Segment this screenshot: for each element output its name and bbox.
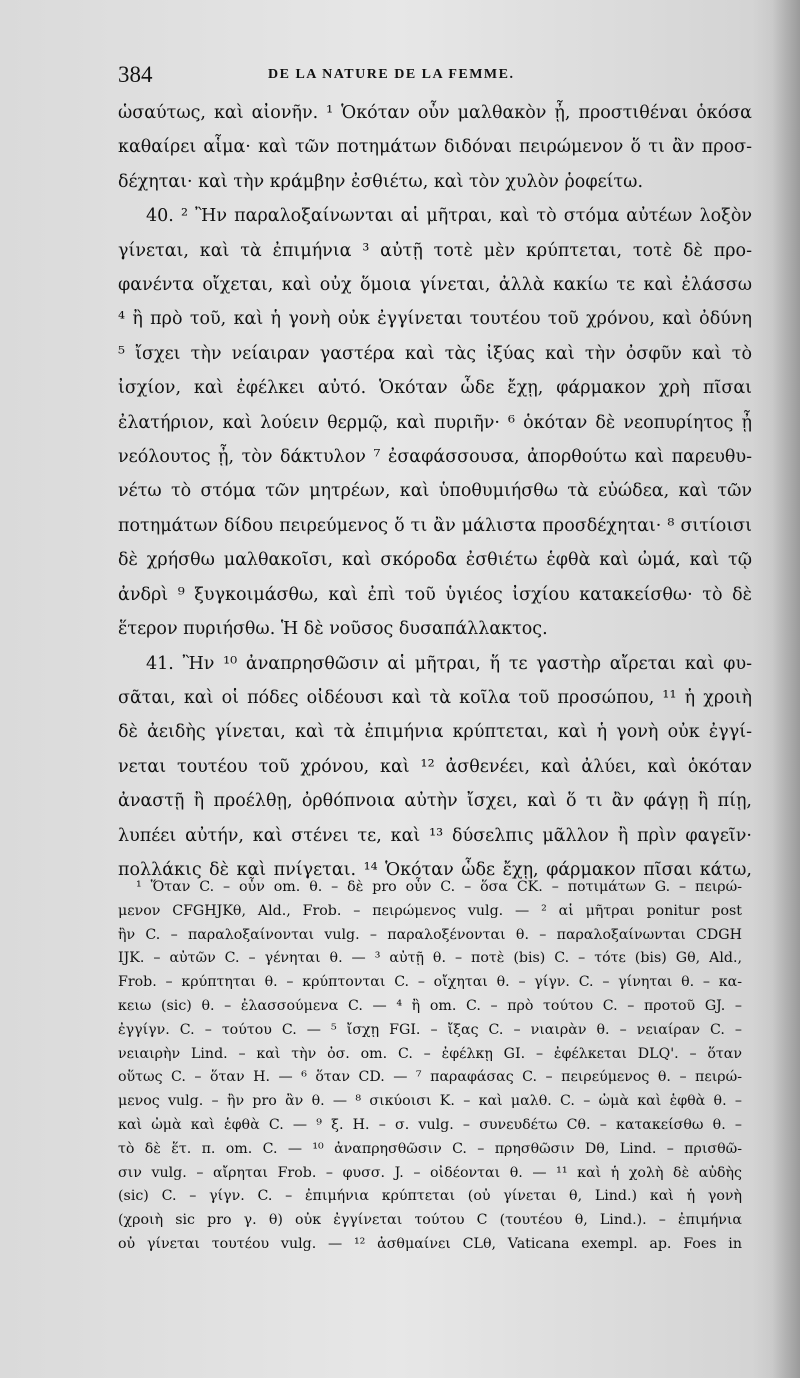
footnote-line: ¹ Ὅταν C. – οὖν om. θ. – δὲ pro οὖν C. – ὅσα CK. – ποτιμάτων G. – πειρώ- <box>136 879 742 895</box>
text-line: φανέντα οἴχεται, καὶ οὐχ ὅμοια γίνεται, ἀλλὰ κακίω τε καὶ ἐλάσσω <box>118 275 752 296</box>
text-line: ἐλατήριον, καὶ λούειν θερμῷ, καὶ πυριῆν· ⁶ ὁκόταν δὲ νεοπυρίητος ᾖ <box>118 412 752 433</box>
section-40-start: 40. ² Ἢν παραλοξαίνωνται αἱ μῆτραι, καὶ τὸ στόμα αὐτέων λοξὸν <box>146 206 752 227</box>
footnote-line: τὸ δὲ ἕτ. π. om. C. — ¹⁰ ἀναπρησθῶσιν C. – πρησθῶσιν Dθ, Lind. – πρισθῶ- <box>118 1140 742 1157</box>
footnote-line: ἐγγίγν. C. – τούτου C. — ⁵ ἴσχῃ FGI. – ἴξας C. – νιαιρὰν θ. – νειαίραν C. – <box>118 1021 742 1038</box>
text-line: δέχηται· καὶ τὴν κράμβην ἐσθιέτω, καὶ τὸν χυλὸν ῥοφείτω. <box>118 171 644 192</box>
footnote-line: ἢν C. – παραλοξαίνονται vulg. – παραλοξένονται θ. – παραλοξαίνωνται CDGH <box>118 926 742 943</box>
text-line: καθαίρει αἷμα· καὶ τῶν ποτημάτων διδόναι πειρώμενον ὅ τι ἂν προσ- <box>118 137 752 158</box>
footnote-line: οὐ γίνεται τουτέου vulg. — ¹² ἀσθμαίνει CLθ, Vaticana exempl. ap. Foes in <box>118 1235 742 1252</box>
text-line: ἕτερον πυριήσθω. Ἡ δὲ νοῦσος δυσαπάλλακτος. <box>118 619 548 640</box>
text-line: σᾶται, καὶ οἱ πόδες οἰδέουσι καὶ τὰ κοῖλα τοῦ προσώπου, ¹¹ ἡ χροιὴ <box>118 687 752 708</box>
footnote-line: σιν vulg. – αἴρηται Frob. – φυσσ. J. – οἰδέονται θ. — ¹¹ καὶ ἡ χολὴ δὲ αὐδὴς <box>118 1164 742 1181</box>
text-line: νέτω τὸ στόμα τῶν μητρέων, καὶ ὑποθυμιήσθω τὰ εὐώδεα, καὶ τῶν <box>118 481 752 502</box>
text-line: ⁵ ἴσχει τὴν νείαιραν γαστέρα καὶ τὰς ἰξύας καὶ τὴν ὀσφῦν καὶ τὸ <box>118 343 752 364</box>
footnotes <box>118 876 742 1257</box>
text-line: δὲ ἀειδὴς γίνεται, καὶ τὰ ἐπιμήνια κρύπτεται, καὶ ἡ γονὴ οὐκ ἐγγί- <box>118 722 752 743</box>
page-edge-shadow <box>772 0 800 1378</box>
text-line: ἰσχίον, καὶ ἐφέλκει αὐτό. Ὁκόταν ὧδε ἔχῃ, φάρμακον χρὴ πῖσαι <box>118 378 752 399</box>
page-number: 384 <box>118 62 153 87</box>
footnote-line: καὶ ὠμὰ καὶ ἑφθὰ C. — ⁹ ξ. H. – σ. vulg. – συνευδέτω Cθ. – κατακείσθω θ. – <box>118 1116 742 1133</box>
text-line: ἀνδρὶ ⁹ ξυγκοιμάσθω, καὶ ἐπὶ τοῦ ὑγιέος ἰσχίου κατακείσθω· τὸ δὲ <box>118 584 752 605</box>
footnote-line: (χροιὴ sic pro γ. θ) οὐκ ἐγγίνεται τούτου C (τουτέου θ, Lind.). – ἐπιμήνια <box>118 1212 742 1229</box>
footnote-line: (sic) C. – γίγν. C. – ἐπιμήνια κρύπτεται (οὐ γίνεται θ, Lind.) καὶ ἡ γονὴ <box>118 1188 742 1205</box>
text-line: γίνεται, καὶ τὰ ἐπιμήνια ³ αὐτῇ τοτὲ μὲν κρύπτεται, τοτὲ δὲ προ- <box>118 240 752 261</box>
text-line: πολλάκις δὲ καὶ πνίγεται. ¹⁴ Ὁκόταν ὧδε ἔχῃ, φάρμακον πῖσαι κάτω, <box>118 859 752 880</box>
page-header <box>118 62 740 90</box>
footnote-line: νειαιρὴν Lind. – καὶ τὴν ὀσ. om. C. – ἐφέλκῃ GI. – ἐφέλκεται DLQ'. – ὅταν <box>118 1045 742 1062</box>
footnote-line: οὕτως C. – ὅταν H. — ⁶ ὅταν CD. — ⁷ παραφάσας C. – πειρεύμενος θ. – πειρώ- <box>118 1069 742 1086</box>
text-line: ὡσαύτως, καὶ αἰονῆν. ¹ Ὁκόταν οὖν μαλθακὸν ᾖ, προστιθέναι ὁκόσα <box>118 103 752 123</box>
section-41-start: 41. Ἢν ¹⁰ ἀναπρησθῶσιν αἱ μῆτραι, ἥ τε γαστὴρ αἴρεται καὶ φυ- <box>146 653 752 674</box>
text-line: νεται τουτέου τοῦ χρόνου, καὶ ¹² ἀσθενέει, καὶ ἀλύει, καὶ ὁκόταν <box>118 756 752 777</box>
text-line: νεόλουτος ᾖ, τὸν δάκτυλον ⁷ ἐσαφάσσουσα, ἀπορθούτω καὶ παρευθυ- <box>118 447 752 468</box>
text-line: δὲ χρήσθω μαλθακοῖσι, καὶ σκόροδα ἐσθιέτω ἑφθὰ καὶ ὠμά, καὶ τῷ <box>118 550 752 571</box>
footnote-line: μενος vulg. – ἢν pro ἂν θ. — ⁸ σικύοισι K. – καὶ μαλθ. C. – ὠμὰ καὶ ἑφθὰ θ. – <box>118 1093 742 1110</box>
footnote-line: IJK. – αὐτῶν C. – γένηται θ. — ³ αὐτῇ θ. – ποτὲ (bis) C. – τότε (bis) Gθ, Ald., <box>118 950 742 967</box>
text-line: ⁴ ἢ πρὸ τοῦ, καὶ ἡ γονὴ οὐκ ἐγγίνεται τουτέου τοῦ χρόνου, καὶ ὀδύνη <box>118 309 752 330</box>
footnote-line: μενον CFGHJKθ, Ald., Frob. – πειρώμενος vulg. — ² αἱ μῆτραι ponitur post <box>118 902 742 919</box>
main-text <box>118 96 752 887</box>
running-title: DE LA NATURE DE LA FEMME. <box>268 67 515 82</box>
text-line: λυπέει αὐτήν, καὶ στένει τε, καὶ ¹³ δύσελπις μᾶλλον ἢ πρὶν φαγεῖν· <box>118 825 752 846</box>
footnote-line: κειω (sic) θ. – ἐλασσούμενα C. — ⁴ ἢ om. C. – πρὸ τούτου C. – προτοῦ GJ. – <box>118 997 742 1014</box>
text-line: ποτημάτων δίδου πειρεύμενος ὅ τι ἂν μάλιστα προσδέχηται· ⁸ σιτίοισι <box>118 515 752 536</box>
text-line: ἀναστῇ ἢ προέλθῃ, ὀρθόπνοια αὐτὴν ἴσχει, καὶ ὅ τι ἂν φάγῃ ἢ πίῃ, <box>118 791 752 812</box>
footnote-line: Frob. – κρύπτηται θ. – κρύπτονται C. – οἴχηται θ. – γίγν. C. – γίνηται θ. – κα- <box>118 974 742 991</box>
